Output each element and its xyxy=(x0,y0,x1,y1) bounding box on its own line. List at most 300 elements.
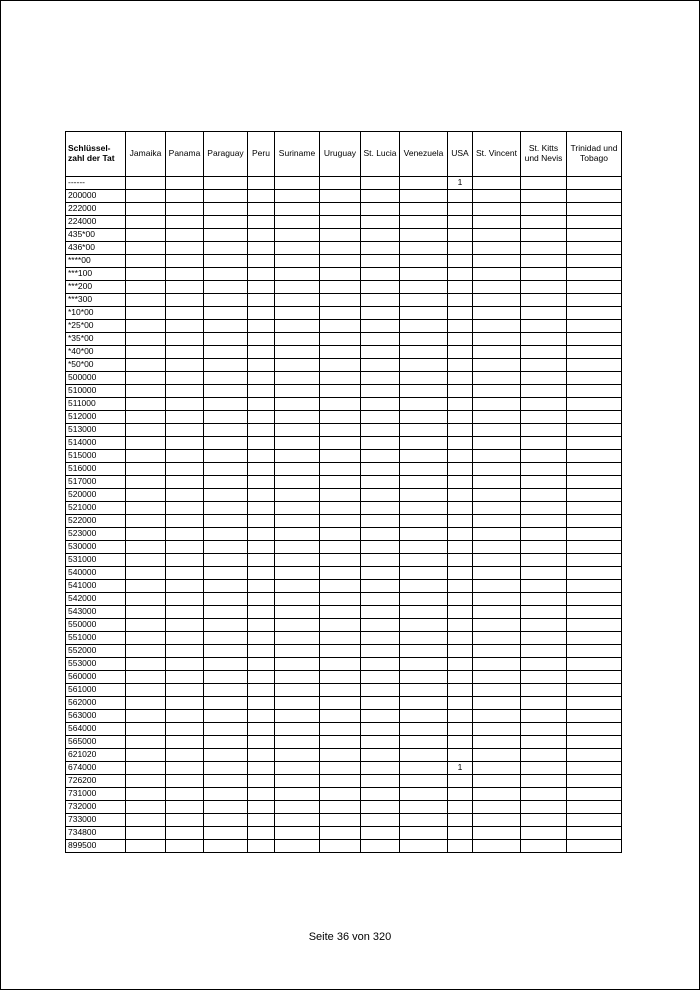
value-cell xyxy=(275,749,320,762)
value-cell xyxy=(320,346,361,359)
row-key-cell: ****00 xyxy=(66,255,126,268)
value-cell xyxy=(248,580,275,593)
value-cell xyxy=(400,632,448,645)
value-cell xyxy=(320,736,361,749)
value-cell xyxy=(567,528,622,541)
value-cell xyxy=(248,372,275,385)
value-cell xyxy=(473,593,521,606)
value-cell xyxy=(166,190,204,203)
value-cell xyxy=(448,268,473,281)
value-cell xyxy=(400,372,448,385)
value-cell xyxy=(275,671,320,684)
offense-statistics-table xyxy=(65,131,622,853)
value-cell xyxy=(204,554,248,567)
value-cell xyxy=(521,450,567,463)
value-cell xyxy=(166,788,204,801)
value-cell xyxy=(320,385,361,398)
value-cell xyxy=(448,424,473,437)
row-key-cell: 726200 xyxy=(66,775,126,788)
value-cell xyxy=(275,229,320,242)
value-cell xyxy=(204,450,248,463)
value-cell xyxy=(448,229,473,242)
value-cell xyxy=(521,229,567,242)
row-key-cell: 540000 xyxy=(66,567,126,580)
value-cell xyxy=(248,788,275,801)
value-cell xyxy=(473,411,521,424)
value-cell xyxy=(361,450,400,463)
value-cell xyxy=(126,177,166,190)
value-cell xyxy=(166,801,204,814)
value-cell xyxy=(521,489,567,502)
value-cell xyxy=(473,541,521,554)
value-cell xyxy=(567,177,622,190)
value-cell xyxy=(400,593,448,606)
value-cell xyxy=(567,372,622,385)
value-cell xyxy=(275,554,320,567)
value-cell xyxy=(204,190,248,203)
value-cell xyxy=(567,320,622,333)
value-cell xyxy=(567,216,622,229)
value-cell xyxy=(400,359,448,372)
value-cell xyxy=(448,255,473,268)
value-cell xyxy=(473,320,521,333)
value-cell xyxy=(204,216,248,229)
value-cell xyxy=(320,463,361,476)
value-cell xyxy=(204,814,248,827)
value-cell xyxy=(320,580,361,593)
row-key-cell: *10*00 xyxy=(66,307,126,320)
value-cell xyxy=(166,346,204,359)
value-cell xyxy=(248,294,275,307)
value-cell xyxy=(400,281,448,294)
column-header: Venezuela xyxy=(400,132,448,177)
table-row xyxy=(66,268,622,281)
value-cell xyxy=(567,788,622,801)
value-cell xyxy=(400,658,448,671)
value-cell xyxy=(567,437,622,450)
value-cell xyxy=(361,489,400,502)
row-key-cell: 511000 xyxy=(66,398,126,411)
value-cell xyxy=(473,268,521,281)
value-cell xyxy=(473,762,521,775)
value-cell xyxy=(521,268,567,281)
value-cell xyxy=(275,723,320,736)
value-cell xyxy=(126,788,166,801)
row-key-cell: 621020 xyxy=(66,749,126,762)
value-cell xyxy=(166,567,204,580)
value-cell xyxy=(361,515,400,528)
row-key-cell: 530000 xyxy=(66,541,126,554)
value-cell xyxy=(248,541,275,554)
column-header-key: Schlüssel-zahl der Tat xyxy=(66,132,126,177)
value-cell xyxy=(248,411,275,424)
value-cell xyxy=(361,502,400,515)
value-cell xyxy=(166,372,204,385)
document-page xyxy=(1,1,699,989)
value-cell xyxy=(361,359,400,372)
value-cell xyxy=(248,359,275,372)
value-cell xyxy=(521,762,567,775)
value-cell xyxy=(204,359,248,372)
value-cell xyxy=(473,281,521,294)
value-cell xyxy=(166,333,204,346)
value-cell xyxy=(448,476,473,489)
row-key-cell: 510000 xyxy=(66,385,126,398)
row-key-cell: 522000 xyxy=(66,515,126,528)
value-cell xyxy=(204,671,248,684)
value-cell xyxy=(400,736,448,749)
value-cell xyxy=(521,632,567,645)
value-cell xyxy=(448,710,473,723)
row-key-cell: ------ xyxy=(66,177,126,190)
table-row xyxy=(66,294,622,307)
value-cell xyxy=(126,554,166,567)
value-cell xyxy=(275,281,320,294)
value-cell xyxy=(248,281,275,294)
table-row xyxy=(66,541,622,554)
row-key-cell: 541000 xyxy=(66,580,126,593)
value-cell xyxy=(248,320,275,333)
value-cell xyxy=(473,554,521,567)
value-cell xyxy=(400,190,448,203)
value-cell xyxy=(320,541,361,554)
value-cell xyxy=(448,697,473,710)
value-cell xyxy=(204,281,248,294)
value-cell xyxy=(521,333,567,346)
value-cell xyxy=(521,710,567,723)
value-cell xyxy=(448,775,473,788)
value-cell xyxy=(126,801,166,814)
value-cell xyxy=(320,801,361,814)
value-cell xyxy=(521,203,567,216)
value-cell xyxy=(166,736,204,749)
value-cell xyxy=(248,476,275,489)
value-cell: 1 xyxy=(448,177,473,190)
row-key-cell: 563000 xyxy=(66,710,126,723)
value-cell xyxy=(521,216,567,229)
value-cell xyxy=(448,359,473,372)
value-cell xyxy=(320,372,361,385)
value-cell xyxy=(204,424,248,437)
value-cell xyxy=(275,463,320,476)
value-cell xyxy=(126,528,166,541)
value-cell xyxy=(248,723,275,736)
value-cell xyxy=(126,541,166,554)
value-cell xyxy=(126,333,166,346)
value-cell xyxy=(473,190,521,203)
value-cell xyxy=(248,346,275,359)
value-cell xyxy=(204,567,248,580)
value-cell xyxy=(166,424,204,437)
value-cell xyxy=(320,554,361,567)
value-cell xyxy=(320,775,361,788)
column-header: Uruguay xyxy=(320,132,361,177)
value-cell xyxy=(126,684,166,697)
value-cell xyxy=(166,177,204,190)
value-cell xyxy=(473,801,521,814)
row-key-cell: 543000 xyxy=(66,606,126,619)
value-cell xyxy=(448,463,473,476)
value-cell xyxy=(567,463,622,476)
value-cell xyxy=(320,437,361,450)
value-cell xyxy=(361,632,400,645)
value-cell xyxy=(166,814,204,827)
value-cell xyxy=(248,450,275,463)
value-cell xyxy=(448,801,473,814)
value-cell xyxy=(204,476,248,489)
value-cell xyxy=(126,463,166,476)
value-cell xyxy=(320,671,361,684)
value-cell xyxy=(275,619,320,632)
value-cell xyxy=(126,814,166,827)
value-cell xyxy=(361,372,400,385)
value-cell xyxy=(567,710,622,723)
table-row xyxy=(66,606,622,619)
value-cell xyxy=(126,827,166,840)
row-key-cell: ***200 xyxy=(66,281,126,294)
value-cell xyxy=(204,268,248,281)
value-cell xyxy=(361,814,400,827)
value-cell xyxy=(248,502,275,515)
value-cell xyxy=(361,320,400,333)
value-cell xyxy=(320,476,361,489)
value-cell xyxy=(567,658,622,671)
value-cell xyxy=(400,710,448,723)
value-cell xyxy=(204,242,248,255)
value-cell xyxy=(448,723,473,736)
value-cell xyxy=(400,463,448,476)
value-cell xyxy=(126,385,166,398)
value-cell xyxy=(567,827,622,840)
table-row xyxy=(66,801,622,814)
value-cell xyxy=(275,476,320,489)
value-cell xyxy=(521,255,567,268)
value-cell xyxy=(400,775,448,788)
value-cell xyxy=(361,710,400,723)
value-cell xyxy=(473,437,521,450)
value-cell xyxy=(567,723,622,736)
value-cell xyxy=(320,268,361,281)
value-cell xyxy=(204,372,248,385)
value-cell xyxy=(567,762,622,775)
value-cell xyxy=(448,281,473,294)
value-cell xyxy=(567,255,622,268)
value-cell xyxy=(473,203,521,216)
value-cell xyxy=(473,385,521,398)
value-cell xyxy=(126,749,166,762)
value-cell xyxy=(473,775,521,788)
value-cell xyxy=(204,255,248,268)
column-header: St. Kitts und Nevis xyxy=(521,132,567,177)
value-cell xyxy=(320,749,361,762)
value-cell xyxy=(126,424,166,437)
row-key-cell: 222000 xyxy=(66,203,126,216)
value-cell xyxy=(204,736,248,749)
value-cell xyxy=(248,203,275,216)
value-cell xyxy=(275,606,320,619)
value-cell xyxy=(521,320,567,333)
table-row xyxy=(66,333,622,346)
value-cell xyxy=(567,450,622,463)
row-key-cell: 553000 xyxy=(66,658,126,671)
row-key-cell: 435*00 xyxy=(66,229,126,242)
value-cell xyxy=(567,281,622,294)
value-cell xyxy=(448,593,473,606)
value-cell xyxy=(126,697,166,710)
value-cell xyxy=(473,216,521,229)
value-cell xyxy=(126,606,166,619)
value-cell xyxy=(361,203,400,216)
row-key-cell: 562000 xyxy=(66,697,126,710)
value-cell xyxy=(521,476,567,489)
value-cell xyxy=(248,242,275,255)
value-cell xyxy=(400,580,448,593)
row-key-cell: 200000 xyxy=(66,190,126,203)
value-cell xyxy=(166,398,204,411)
table-row xyxy=(66,840,622,853)
value-cell xyxy=(275,502,320,515)
table-row xyxy=(66,632,622,645)
value-cell xyxy=(473,450,521,463)
value-cell xyxy=(521,645,567,658)
value-cell xyxy=(320,255,361,268)
value-cell xyxy=(521,606,567,619)
value-cell xyxy=(521,528,567,541)
row-key-cell: 523000 xyxy=(66,528,126,541)
value-cell xyxy=(473,463,521,476)
value-cell xyxy=(126,502,166,515)
value-cell xyxy=(204,840,248,853)
row-key-cell: *25*00 xyxy=(66,320,126,333)
table-row xyxy=(66,346,622,359)
value-cell xyxy=(248,515,275,528)
value-cell xyxy=(166,294,204,307)
value-cell xyxy=(126,645,166,658)
value-cell xyxy=(166,359,204,372)
value-cell xyxy=(126,411,166,424)
value-cell xyxy=(126,242,166,255)
value-cell xyxy=(275,385,320,398)
value-cell xyxy=(166,723,204,736)
table-header-row xyxy=(66,132,622,177)
row-key-cell: 732000 xyxy=(66,801,126,814)
value-cell xyxy=(361,684,400,697)
row-key-cell: 500000 xyxy=(66,372,126,385)
value-cell xyxy=(361,437,400,450)
value-cell xyxy=(448,619,473,632)
value-cell xyxy=(473,814,521,827)
value-cell xyxy=(400,268,448,281)
value-cell xyxy=(320,723,361,736)
value-cell xyxy=(361,775,400,788)
value-cell xyxy=(126,476,166,489)
value-cell xyxy=(204,463,248,476)
value-cell xyxy=(473,736,521,749)
value-cell xyxy=(361,346,400,359)
value-cell xyxy=(400,515,448,528)
value-cell xyxy=(126,346,166,359)
value-cell xyxy=(275,736,320,749)
value-cell xyxy=(320,307,361,320)
value-cell xyxy=(448,788,473,801)
value-cell xyxy=(248,684,275,697)
value-cell xyxy=(521,437,567,450)
value-cell xyxy=(400,645,448,658)
value-cell xyxy=(400,242,448,255)
value-cell: 1 xyxy=(448,762,473,775)
value-cell xyxy=(204,489,248,502)
value-cell xyxy=(204,801,248,814)
value-cell xyxy=(400,437,448,450)
value-cell xyxy=(361,177,400,190)
table-row xyxy=(66,255,622,268)
value-cell xyxy=(521,736,567,749)
row-key-cell: 520000 xyxy=(66,489,126,502)
value-cell xyxy=(320,424,361,437)
value-cell xyxy=(400,229,448,242)
value-cell xyxy=(361,242,400,255)
value-cell xyxy=(248,593,275,606)
value-cell xyxy=(204,177,248,190)
value-cell xyxy=(204,437,248,450)
value-cell xyxy=(521,346,567,359)
value-cell xyxy=(521,801,567,814)
value-cell xyxy=(126,489,166,502)
value-cell xyxy=(567,476,622,489)
value-cell xyxy=(473,710,521,723)
table-row xyxy=(66,476,622,489)
value-cell xyxy=(275,411,320,424)
value-cell xyxy=(473,515,521,528)
table-row xyxy=(66,593,622,606)
value-cell xyxy=(567,567,622,580)
table-row xyxy=(66,710,622,723)
value-cell xyxy=(400,203,448,216)
row-key-cell: 531000 xyxy=(66,554,126,567)
value-cell xyxy=(473,489,521,502)
value-cell xyxy=(275,827,320,840)
value-cell xyxy=(126,515,166,528)
value-cell xyxy=(166,242,204,255)
row-key-cell: 552000 xyxy=(66,645,126,658)
value-cell xyxy=(320,840,361,853)
value-cell xyxy=(275,775,320,788)
value-cell xyxy=(248,827,275,840)
value-cell xyxy=(448,528,473,541)
value-cell xyxy=(166,658,204,671)
value-cell xyxy=(400,385,448,398)
table-row xyxy=(66,411,622,424)
table-row xyxy=(66,385,622,398)
value-cell xyxy=(126,580,166,593)
value-cell xyxy=(204,710,248,723)
page-number: Seite 36 von 320 xyxy=(308,931,392,943)
value-cell xyxy=(448,554,473,567)
value-cell xyxy=(166,229,204,242)
value-cell xyxy=(473,502,521,515)
value-cell xyxy=(204,528,248,541)
value-cell xyxy=(400,528,448,541)
row-key-cell: 899500 xyxy=(66,840,126,853)
value-cell xyxy=(400,762,448,775)
value-cell xyxy=(126,840,166,853)
value-cell xyxy=(448,333,473,346)
value-cell xyxy=(275,437,320,450)
value-cell xyxy=(320,281,361,294)
value-cell xyxy=(361,541,400,554)
value-cell xyxy=(400,606,448,619)
value-cell xyxy=(448,814,473,827)
